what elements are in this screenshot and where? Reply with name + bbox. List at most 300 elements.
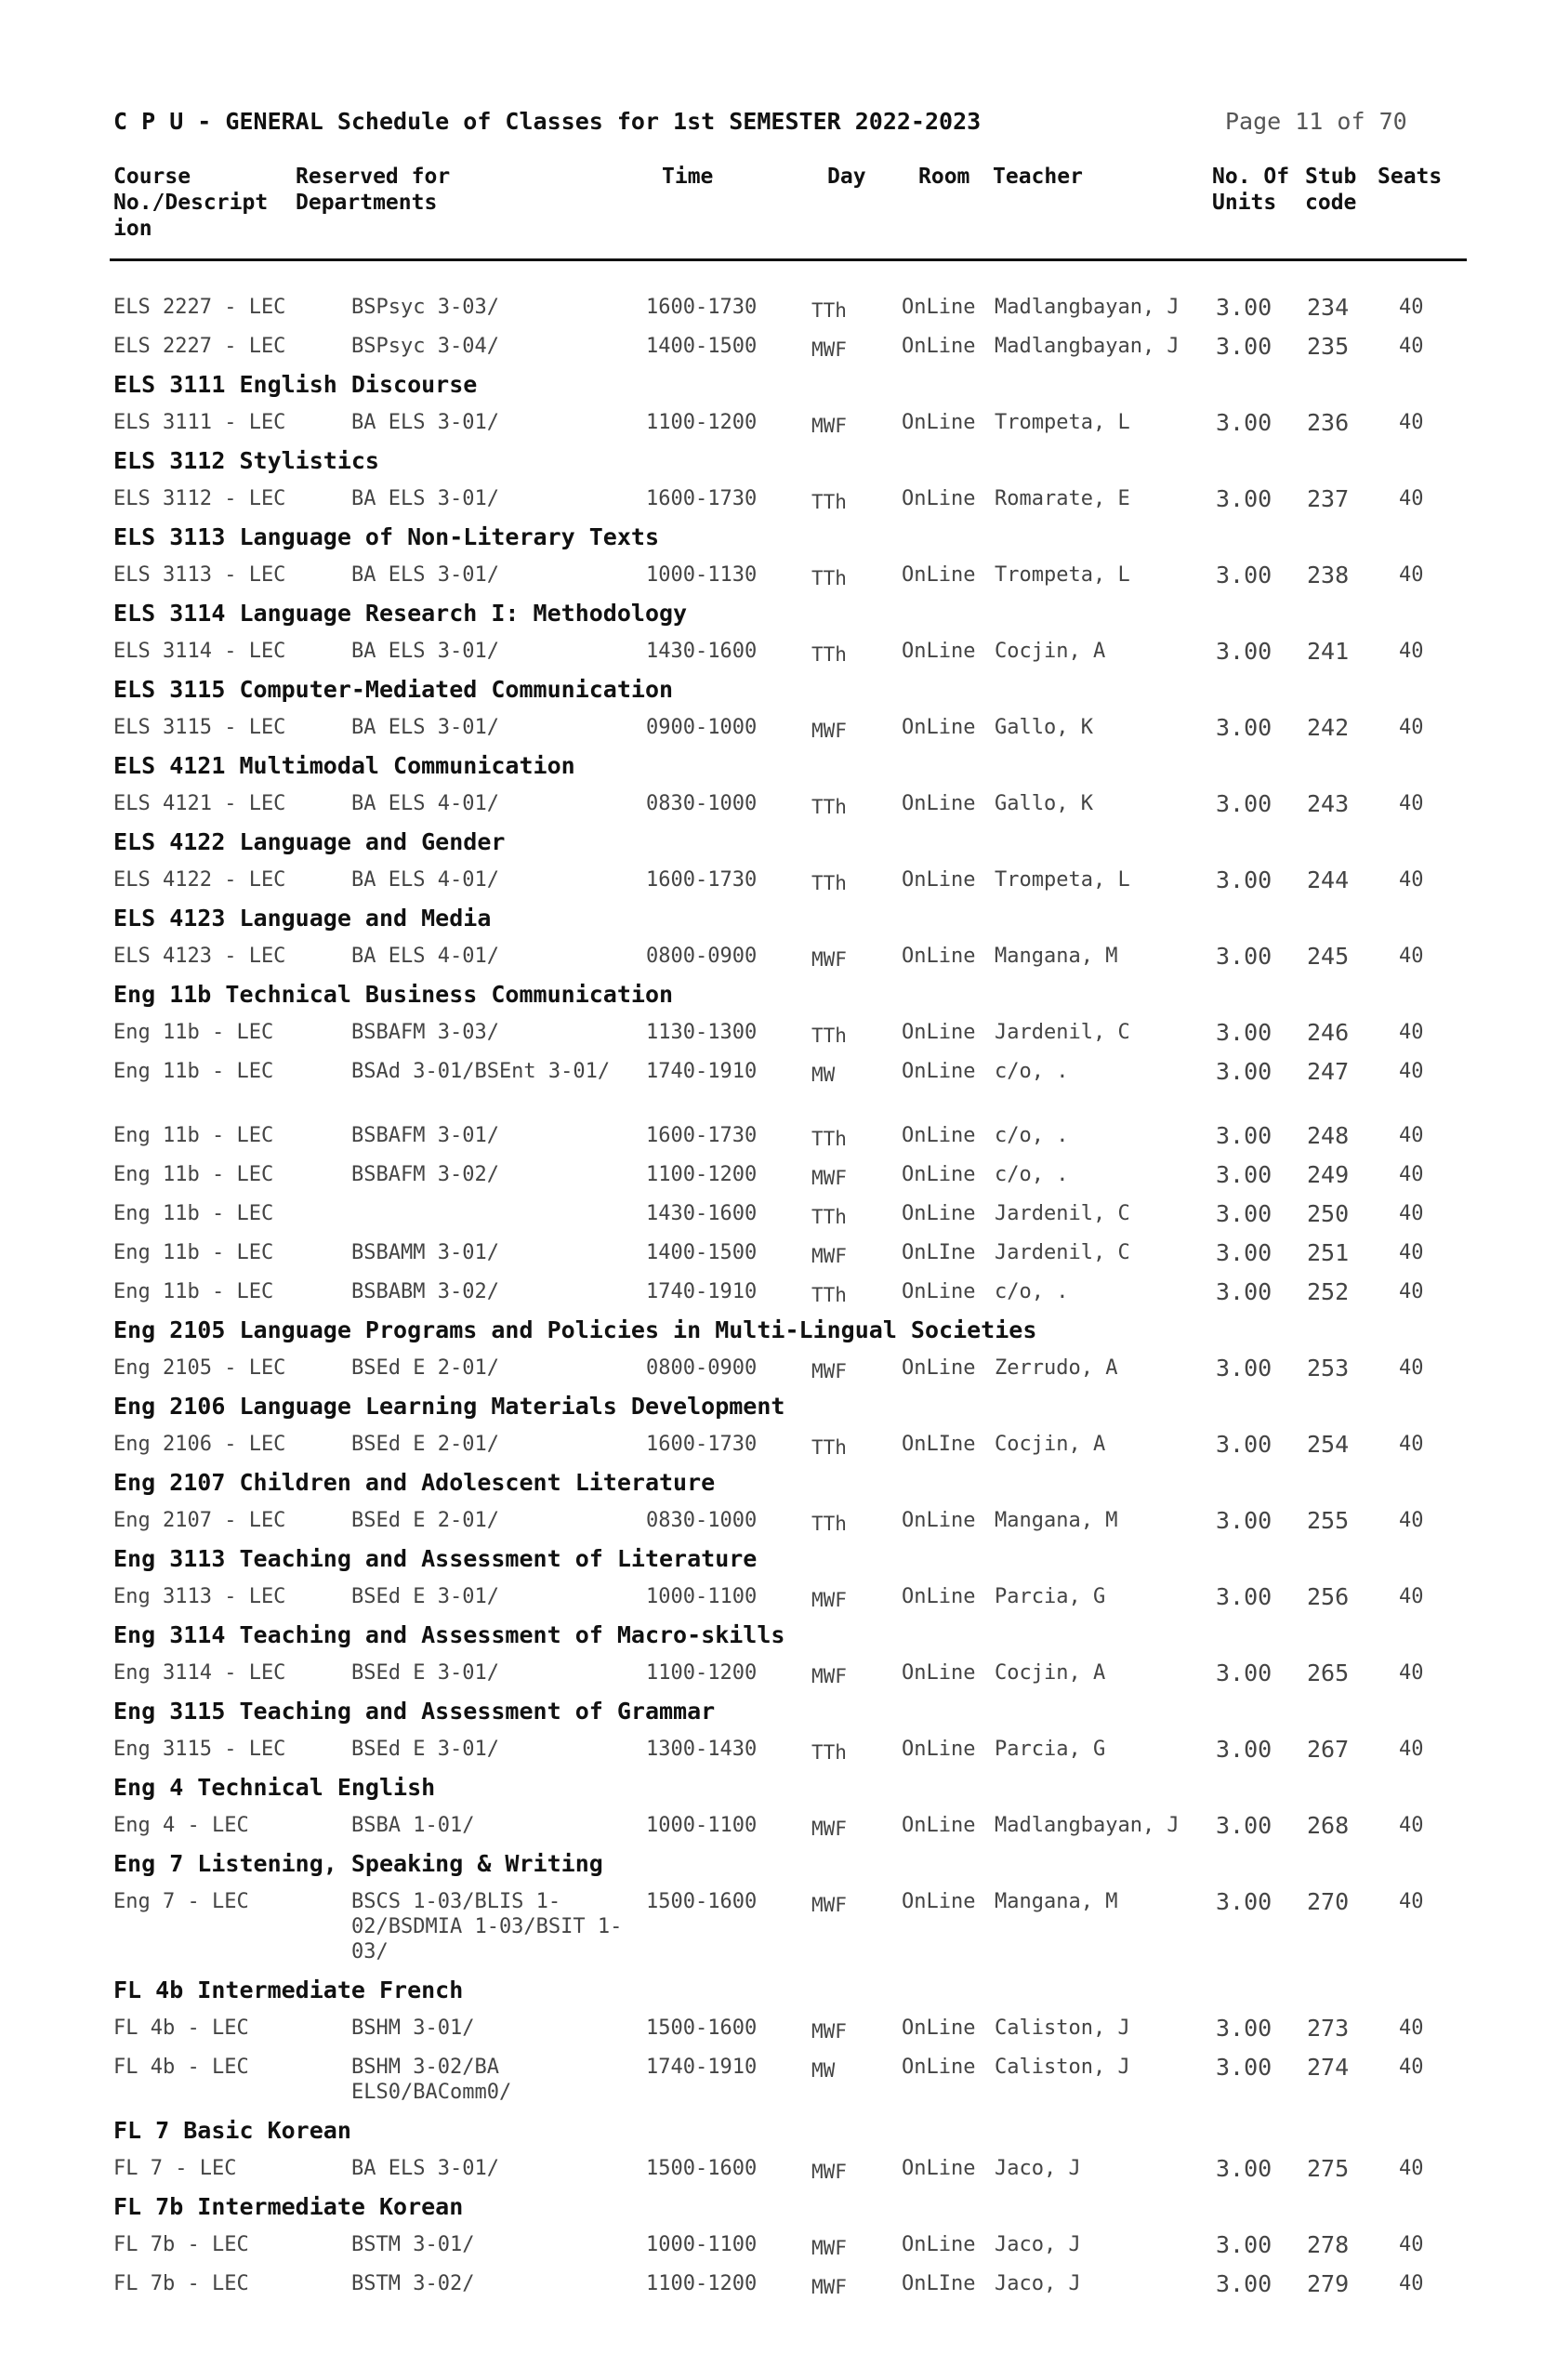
cell-room: OnLine xyxy=(902,2233,976,2256)
cell-seats: 40 xyxy=(1399,296,1424,319)
cell-stub: 241 xyxy=(1307,638,1350,665)
cell-teacher: c/o, . xyxy=(995,1280,1069,1303)
column-header-stub: Stub code xyxy=(1305,165,1357,215)
schedule-rows xyxy=(0,288,1556,2304)
cell-teacher: c/o, . xyxy=(995,1060,1069,1083)
cell-seats: 40 xyxy=(1399,1124,1424,1147)
cell-stub: 275 xyxy=(1307,2155,1350,2182)
cell-seats: 40 xyxy=(1399,716,1424,739)
cell-seats: 40 xyxy=(1399,411,1424,434)
cell-time: 1100-1200 xyxy=(646,1661,758,1685)
cell-stub: 250 xyxy=(1307,1200,1350,1227)
table-row xyxy=(0,403,1556,443)
cell-room: OnLine xyxy=(902,792,976,815)
cell-seats: 40 xyxy=(1399,945,1424,968)
cell-dept: BA ELS 4-01/ xyxy=(351,792,499,815)
cell-room: OnLIne xyxy=(902,1433,976,1456)
cell-room: OnLine xyxy=(902,1124,976,1147)
cell-teacher: Cocjin, A xyxy=(995,1433,1106,1456)
cell-day: MWF xyxy=(811,2276,847,2298)
cell-units: 3.00 xyxy=(1216,1888,1272,1915)
cell-time: 1740-1910 xyxy=(646,1060,758,1083)
table-row xyxy=(0,1425,1556,1464)
cell-seats: 40 xyxy=(1399,1356,1424,1380)
cell-units: 3.00 xyxy=(1216,714,1272,741)
cell-room: OnLine xyxy=(902,563,976,587)
cell-units: 3.00 xyxy=(1216,2155,1272,2182)
cell-course: FL 7b - LEC xyxy=(113,2272,249,2295)
table-row xyxy=(0,1349,1556,1388)
cell-stub: 246 xyxy=(1307,1019,1350,1046)
cell-time: 1000-1100 xyxy=(646,1585,758,1608)
cell-teacher: Gallo, K xyxy=(995,792,1093,815)
cell-course: Eng 11b - LEC xyxy=(113,1163,274,1186)
cell-dept: BA ELS 3-01/ xyxy=(351,563,499,587)
cell-units: 3.00 xyxy=(1216,1583,1272,1610)
table-row xyxy=(0,632,1556,671)
cell-time: 1000-1100 xyxy=(646,1814,758,1837)
cell-course: ELS 3115 - LEC xyxy=(113,716,286,739)
cell-dept: BA ELS 4-01/ xyxy=(351,945,499,968)
cell-stub: 251 xyxy=(1307,1239,1350,1266)
table-row xyxy=(0,480,1556,519)
cell-room: OnLine xyxy=(902,1661,976,1685)
cell-units: 3.00 xyxy=(1216,790,1272,817)
cell-seats: 40 xyxy=(1399,2056,1424,2079)
table-row xyxy=(0,1234,1556,1273)
cell-day: MWF xyxy=(811,1818,847,1840)
cell-teacher: Parcia, G xyxy=(995,1738,1106,1761)
table-row xyxy=(0,1578,1556,1617)
course-title: ELS 4121 Multimodal Communication xyxy=(113,752,575,779)
cell-time: 1500-1600 xyxy=(646,1890,758,1913)
course-title: Eng 2105 Language Programs and Policies in Multi-Lingual Societies xyxy=(113,1316,1037,1343)
table-row xyxy=(0,1117,1556,1156)
table-row xyxy=(0,288,1556,327)
cell-units: 3.00 xyxy=(1216,1507,1272,1534)
cell-time: 1430-1600 xyxy=(646,1202,758,1225)
cell-room: OnLine xyxy=(902,1280,976,1303)
cell-course: Eng 2105 - LEC xyxy=(113,1356,286,1380)
cell-dept xyxy=(351,1195,623,1201)
cell-teacher: Jardenil, C xyxy=(995,1021,1130,1044)
cell-teacher: c/o, . xyxy=(995,1163,1069,1186)
cell-time: 1600-1730 xyxy=(646,1433,758,1456)
cell-time: 1100-1200 xyxy=(646,2272,758,2295)
cell-units: 3.00 xyxy=(1216,409,1272,436)
column-header-room: Room xyxy=(918,165,970,189)
cell-stub: 279 xyxy=(1307,2270,1350,2297)
cell-dept: BSBAMM 3-01/ xyxy=(351,1241,499,1264)
course-title: ELS 3112 Stylistics xyxy=(113,447,379,474)
cell-dept: BSPsyc 3-03/ xyxy=(351,296,499,319)
table-row xyxy=(0,1273,1556,1312)
cell-dept: BSBAFM 3-03/ xyxy=(351,1021,499,1044)
cell-room: OnLine xyxy=(902,1585,976,1608)
cell-course: ELS 4121 - LEC xyxy=(113,792,286,815)
cell-dept: BSPsyc 3-04/ xyxy=(351,335,499,358)
cell-day: TTh xyxy=(811,567,847,589)
cell-room: OnLine xyxy=(902,296,976,319)
course-title: ELS 3115 Computer-Mediated Communication xyxy=(113,676,674,703)
cell-dept: BSBAFM 3-02/ xyxy=(351,1163,499,1186)
cell-seats: 40 xyxy=(1399,1509,1424,1532)
cell-course: Eng 11b - LEC xyxy=(113,1021,274,1044)
table-row xyxy=(0,2149,1556,2188)
cell-teacher: Mangana, M xyxy=(995,1890,1118,1913)
cell-day: TTh xyxy=(811,1513,847,1535)
cell-seats: 40 xyxy=(1399,563,1424,587)
cell-dept: BSAd 3-01/BSEnt 3-01/ xyxy=(351,1060,611,1083)
cell-seats: 40 xyxy=(1399,868,1424,892)
cell-stub: 253 xyxy=(1307,1355,1350,1382)
cell-seats: 40 xyxy=(1399,335,1424,358)
cell-units: 3.00 xyxy=(1216,562,1272,588)
cell-teacher: Jardenil, C xyxy=(995,1241,1130,1264)
cell-room: OnLine xyxy=(902,2157,976,2180)
cell-teacher: Trompeta, L xyxy=(995,563,1130,587)
cell-course: Eng 11b - LEC xyxy=(113,1241,274,1264)
cell-stub: 265 xyxy=(1307,1659,1350,1686)
cell-stub: 238 xyxy=(1307,562,1350,588)
table-row xyxy=(0,2226,1556,2265)
cell-seats: 40 xyxy=(1399,1661,1424,1685)
cell-time: 1000-1130 xyxy=(646,563,758,587)
cell-course: Eng 11b - LEC xyxy=(113,1280,274,1303)
cell-seats: 40 xyxy=(1399,1280,1424,1303)
cell-stub: 248 xyxy=(1307,1122,1350,1149)
cell-dept: BA ELS 3-01/ xyxy=(351,2157,499,2180)
cell-course: Eng 3114 - LEC xyxy=(113,1661,286,1685)
cell-course: ELS 2227 - LEC xyxy=(113,335,286,358)
course-title: Eng 2106 Language Learning Materials Development xyxy=(113,1393,785,1420)
cell-room: OnLine xyxy=(902,1356,976,1380)
cell-day: TTh xyxy=(811,299,847,322)
cell-seats: 40 xyxy=(1399,2233,1424,2256)
cell-dept: BSEd E 2-01/ xyxy=(351,1433,499,1456)
course-title: ELS 3111 English Discourse xyxy=(113,371,478,398)
cell-teacher: Gallo, K xyxy=(995,716,1093,739)
cell-room: OnLine xyxy=(902,945,976,968)
course-title: ELS 3114 Language Research I: Methodology xyxy=(113,600,688,627)
cell-dept: BSEd E 3-01/ xyxy=(351,1585,499,1608)
cell-room: OnLine xyxy=(902,2016,976,2040)
cell-day: MWF xyxy=(811,338,847,361)
cell-seats: 40 xyxy=(1399,2016,1424,2040)
cell-units: 3.00 xyxy=(1216,1200,1272,1227)
table-row xyxy=(0,1195,1556,1234)
course-title: Eng 11b Technical Business Communication xyxy=(113,981,674,1008)
cell-units: 3.00 xyxy=(1216,485,1272,512)
table-row xyxy=(0,1052,1556,1117)
cell-room: OnLine xyxy=(902,1814,976,1837)
cell-stub: 242 xyxy=(1307,714,1350,741)
cell-units: 3.00 xyxy=(1216,1122,1272,1149)
table-row xyxy=(0,327,1556,366)
cell-teacher: Jaco, J xyxy=(995,2233,1081,2256)
cell-course: FL 7 - LEC xyxy=(113,2157,237,2180)
cell-stub: 274 xyxy=(1307,2054,1350,2081)
cell-stub: 237 xyxy=(1307,485,1350,512)
cell-day: TTh xyxy=(811,872,847,894)
cell-day: TTh xyxy=(811,796,847,818)
cell-time: 0830-1000 xyxy=(646,1509,758,1532)
column-header-teacher: Teacher xyxy=(993,165,1083,189)
cell-room: OnLine xyxy=(902,487,976,510)
cell-room: OnLine xyxy=(902,868,976,892)
cell-time: 1100-1200 xyxy=(646,411,758,434)
table-row xyxy=(0,2009,1556,2048)
cell-day: MWF xyxy=(811,2020,847,2043)
cell-room: OnLine xyxy=(902,1738,976,1761)
cell-units: 3.00 xyxy=(1216,1736,1272,1763)
cell-stub: 255 xyxy=(1307,1507,1350,1534)
course-title: Eng 3113 Teaching and Assessment of Literature xyxy=(113,1545,758,1572)
cell-units: 3.00 xyxy=(1216,1659,1272,1686)
cell-units: 3.00 xyxy=(1216,1161,1272,1188)
cell-seats: 40 xyxy=(1399,1433,1424,1456)
cell-room: OnLine xyxy=(902,2056,976,2079)
course-title: ELS 4122 Language and Gender xyxy=(113,828,506,855)
column-header-reserved: Reserved for Departments xyxy=(296,165,451,215)
cell-day: MWF xyxy=(811,1665,847,1687)
cell-units: 3.00 xyxy=(1216,866,1272,893)
column-header-units: No. Of Units xyxy=(1212,165,1290,215)
cell-time: 1000-1100 xyxy=(646,2233,758,2256)
cell-dept: BSBA 1-01/ xyxy=(351,1814,475,1837)
cell-seats: 40 xyxy=(1399,1814,1424,1837)
cell-room: OnLine xyxy=(902,1021,976,1044)
cell-room: OnLIne xyxy=(902,2272,976,2295)
cell-seats: 40 xyxy=(1399,1241,1424,1264)
cell-units: 3.00 xyxy=(1216,1278,1272,1305)
cell-units: 3.00 xyxy=(1216,1355,1272,1382)
cell-course: Eng 11b - LEC xyxy=(113,1060,274,1083)
cell-seats: 40 xyxy=(1399,1021,1424,1044)
cell-units: 3.00 xyxy=(1216,1812,1272,1839)
cell-dept: BSBABM 3-02/ xyxy=(351,1280,499,1303)
cell-time: 1740-1910 xyxy=(646,2056,758,2079)
cell-day: MWF xyxy=(811,948,847,971)
cell-day: TTh xyxy=(811,1128,847,1150)
cell-seats: 40 xyxy=(1399,487,1424,510)
cell-seats: 40 xyxy=(1399,1585,1424,1608)
table-row xyxy=(0,1883,1556,1972)
cell-units: 3.00 xyxy=(1216,2231,1272,2258)
cell-day: MWF xyxy=(811,1360,847,1382)
cell-course: Eng 4 - LEC xyxy=(113,1814,249,1837)
course-title: Eng 3115 Teaching and Assessment of Grammar xyxy=(113,1698,716,1725)
cell-room: OnLine xyxy=(902,1890,976,1913)
cell-units: 3.00 xyxy=(1216,333,1272,360)
table-row xyxy=(0,2048,1556,2112)
cell-teacher: c/o, . xyxy=(995,1124,1069,1147)
cell-time: 1300-1430 xyxy=(646,1738,758,1761)
cell-day: TTh xyxy=(811,643,847,666)
cell-seats: 40 xyxy=(1399,1738,1424,1761)
course-title: FL 7 Basic Korean xyxy=(113,2117,351,2144)
cell-day: TTh xyxy=(811,1284,847,1306)
cell-seats: 40 xyxy=(1399,2272,1424,2295)
cell-dept: BSTM 3-02/ xyxy=(351,2272,475,2295)
course-title: Eng 4 Technical English xyxy=(113,1774,436,1801)
table-row xyxy=(0,861,1556,900)
cell-dept: BSHM 3-02/BA ELS0/BAComm0/ xyxy=(351,2056,512,2104)
cell-dept: BA ELS 3-01/ xyxy=(351,411,499,434)
cell-stub: 249 xyxy=(1307,1161,1350,1188)
cell-seats: 40 xyxy=(1399,1202,1424,1225)
cell-stub: 278 xyxy=(1307,2231,1350,2258)
cell-day: MWF xyxy=(811,1245,847,1267)
cell-course: Eng 2107 - LEC xyxy=(113,1509,286,1532)
cell-seats: 40 xyxy=(1399,1060,1424,1083)
cell-units: 3.00 xyxy=(1216,2015,1272,2042)
cell-teacher: Madlangbayan, J xyxy=(995,1814,1180,1837)
cell-course: ELS 2227 - LEC xyxy=(113,296,286,319)
cell-dept: BA ELS 3-01/ xyxy=(351,640,499,663)
cell-dept: BSEd E 2-01/ xyxy=(351,1509,499,1532)
cell-time: 1600-1730 xyxy=(646,296,758,319)
cell-dept: BA ELS 4-01/ xyxy=(351,868,499,892)
table-row xyxy=(0,785,1556,824)
table-row xyxy=(0,556,1556,595)
cell-stub: 267 xyxy=(1307,1736,1350,1763)
cell-time: 0800-0900 xyxy=(646,945,758,968)
cell-seats: 40 xyxy=(1399,640,1424,663)
cell-course: FL 7b - LEC xyxy=(113,2233,249,2256)
cell-teacher: Caliston, J xyxy=(995,2016,1130,2040)
cell-stub: 245 xyxy=(1307,943,1350,970)
column-header-day: Day xyxy=(827,165,866,189)
cell-seats: 40 xyxy=(1399,2157,1424,2180)
cell-dept: BSBAFM 3-01/ xyxy=(351,1124,499,1147)
cell-room: OnLine xyxy=(902,716,976,739)
cell-stub: 254 xyxy=(1307,1431,1350,1458)
cell-units: 3.00 xyxy=(1216,1058,1272,1085)
cell-units: 3.00 xyxy=(1216,943,1272,970)
cell-course: ELS 4122 - LEC xyxy=(113,868,286,892)
cell-room: OnLine xyxy=(902,1509,976,1532)
course-title: Eng 3114 Teaching and Assessment of Macro-skills xyxy=(113,1621,785,1648)
cell-teacher: Jardenil, C xyxy=(995,1202,1130,1225)
cell-day: TTh xyxy=(811,1436,847,1459)
cell-stub: 256 xyxy=(1307,1583,1350,1610)
cell-teacher: Madlangbayan, J xyxy=(995,335,1180,358)
cell-dept: BSHM 3-01/ xyxy=(351,2016,475,2040)
cell-stub: 252 xyxy=(1307,1278,1350,1305)
cell-day: MWF xyxy=(811,415,847,437)
cell-teacher: Romarate, E xyxy=(995,487,1130,510)
cell-stub: 244 xyxy=(1307,866,1350,893)
cell-day: TTh xyxy=(811,1206,847,1228)
cell-course: Eng 2106 - LEC xyxy=(113,1433,286,1456)
cell-seats: 40 xyxy=(1399,1163,1424,1186)
cell-course: ELS 3112 - LEC xyxy=(113,487,286,510)
cell-day: MWF xyxy=(811,2237,847,2259)
column-header-time: Time xyxy=(662,165,714,189)
cell-time: 1500-1600 xyxy=(646,2016,758,2040)
cell-course: ELS 3114 - LEC xyxy=(113,640,286,663)
cell-time: 1400-1500 xyxy=(646,335,758,358)
cell-course: Eng 3115 - LEC xyxy=(113,1738,286,1761)
cell-stub: 270 xyxy=(1307,1888,1350,1915)
cell-units: 3.00 xyxy=(1216,294,1272,321)
table-row xyxy=(0,1806,1556,1845)
cell-day: MWF xyxy=(811,1894,847,1916)
table-row xyxy=(0,1156,1556,1195)
cell-time: 1430-1600 xyxy=(646,640,758,663)
cell-teacher: Jaco, J xyxy=(995,2157,1081,2180)
cell-course: Eng 7 - LEC xyxy=(113,1890,249,1913)
cell-stub: 273 xyxy=(1307,2015,1350,2042)
cell-teacher: Mangana, M xyxy=(995,1509,1118,1532)
course-title: ELS 4123 Language and Media xyxy=(113,905,492,932)
cell-dept: BSEd E 3-01/ xyxy=(351,1738,499,1761)
cell-day: TTh xyxy=(811,1741,847,1764)
cell-day: TTh xyxy=(811,491,847,513)
page-number: Page 11 of 70 xyxy=(1225,108,1407,135)
cell-stub: 234 xyxy=(1307,294,1350,321)
cell-time: 1500-1600 xyxy=(646,2157,758,2180)
cell-room: OnLIne xyxy=(902,1241,976,1264)
cell-dept: BA ELS 3-01/ xyxy=(351,716,499,739)
cell-dept: BSEd E 3-01/ xyxy=(351,1661,499,1685)
cell-units: 3.00 xyxy=(1216,2054,1272,2081)
cell-course: ELS 3111 - LEC xyxy=(113,411,286,434)
cell-dept: BSEd E 2-01/ xyxy=(351,1356,499,1380)
cell-seats: 40 xyxy=(1399,1890,1424,1913)
cell-time: 1600-1730 xyxy=(646,1124,758,1147)
cell-room: OnLine xyxy=(902,335,976,358)
cell-time: 0830-1000 xyxy=(646,792,758,815)
cell-stub: 235 xyxy=(1307,333,1350,360)
table-row xyxy=(0,1013,1556,1052)
cell-course: Eng 11b - LEC xyxy=(113,1124,274,1147)
cell-room: OnLine xyxy=(902,1060,976,1083)
course-title: FL 7b Intermediate Korean xyxy=(113,2193,464,2220)
cell-day: MWF xyxy=(811,1589,847,1611)
table-row xyxy=(0,937,1556,976)
table-row xyxy=(0,1654,1556,1693)
course-title: FL 4b Intermediate French xyxy=(113,1977,464,2003)
cell-teacher: Cocjin, A xyxy=(995,1661,1106,1685)
cell-room: OnLine xyxy=(902,1202,976,1225)
cell-stub: 247 xyxy=(1307,1058,1350,1085)
cell-day: MW xyxy=(811,1064,836,1086)
cell-course: FL 4b - LEC xyxy=(113,2016,249,2040)
cell-teacher: Caliston, J xyxy=(995,2056,1130,2079)
table-row xyxy=(0,1730,1556,1769)
cell-teacher: Trompeta, L xyxy=(995,411,1130,434)
cell-day: MWF xyxy=(811,720,847,742)
cell-teacher: Madlangbayan, J xyxy=(995,296,1180,319)
table-row xyxy=(0,708,1556,747)
cell-time: 1130-1300 xyxy=(646,1021,758,1044)
document-title: C P U - GENERAL Schedule of Classes for 1st SEMESTER 2022-2023 xyxy=(113,108,982,135)
cell-teacher: Cocjin, A xyxy=(995,640,1106,663)
cell-course: Eng 3113 - LEC xyxy=(113,1585,286,1608)
course-title: Eng 2107 Children and Adolescent Literature xyxy=(113,1469,716,1496)
cell-units: 3.00 xyxy=(1216,1239,1272,1266)
table-row xyxy=(0,2265,1556,2304)
cell-room: OnLine xyxy=(902,640,976,663)
cell-teacher: Mangana, M xyxy=(995,945,1118,968)
cell-time: 1400-1500 xyxy=(646,1241,758,1264)
cell-course: ELS 4123 - LEC xyxy=(113,945,286,968)
cell-teacher: Zerrudo, A xyxy=(995,1356,1118,1380)
cell-day: TTh xyxy=(811,1025,847,1047)
cell-course: ELS 3113 - LEC xyxy=(113,563,286,587)
